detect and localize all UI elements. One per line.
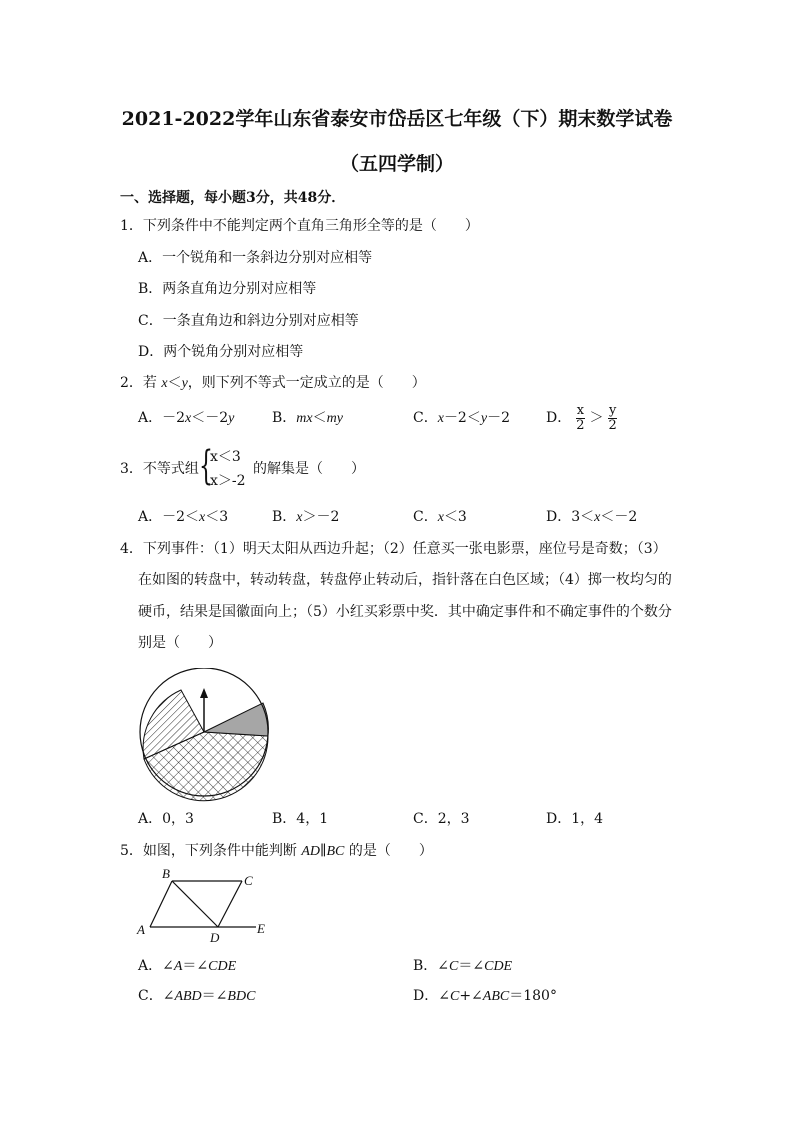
q3-option-a: A．－2＜x＜3 <box>138 509 229 525</box>
q4-option-c: C．2，3 <box>413 811 470 827</box>
segment-ab <box>150 881 172 927</box>
q2-option-b: B．mx＜my <box>272 410 343 426</box>
page-subtitle: （五四学制） <box>339 153 454 175</box>
q4-option-b: B．4，1 <box>272 811 329 827</box>
q4-line2: 在如图的转盘中，转动转盘，转盘停止转动后，指针落在白色区域；（4）掷一枚均匀的 <box>138 572 672 588</box>
q3-system-line2: x＞-2 <box>210 473 246 489</box>
fraction-y-over-2: $\frac{y}{2}$ <box>608 402 617 433</box>
q3-system-line1: x＜3 <box>210 449 241 465</box>
q5-stem: 5．如图，下列条件中能判断 AD∥BC 的是（ ） <box>120 843 433 859</box>
q3-option-b: B．x＞－2 <box>272 509 340 525</box>
q5-option-b: B．∠C＝∠CDE <box>413 958 513 974</box>
system-brace: { <box>199 443 213 489</box>
q1-option-a: A．一个锐角和一条斜边分别对应相等 <box>138 250 373 266</box>
segment-cd <box>218 881 242 927</box>
label-a: A <box>137 922 145 937</box>
page-title: 2021-2022学年山东省泰安市岱岳区七年级（下）期末数学试卷 <box>121 108 673 130</box>
arrow-up-icon <box>200 688 208 698</box>
q5-option-c: C．∠ABD＝∠BDC <box>138 988 256 1004</box>
q4-option-d: D．1，4 <box>546 811 604 827</box>
label-e: E <box>257 921 265 936</box>
q2-option-c: C．x－2＜y－2 <box>413 410 510 426</box>
parallelogram-figure <box>134 866 274 946</box>
q2-stem: 2．若 x＜y，则下列不等式一定成立的是（ ） <box>120 375 426 391</box>
q3-option-d: D．3＜x＜－2 <box>546 509 638 525</box>
q3-stem-post: 的解集是（ ） <box>253 461 365 477</box>
q3-option-c: C．x＜3 <box>413 509 467 525</box>
q1-option-d: D．两个锐角分别对应相等 <box>138 344 304 360</box>
label-b: B <box>162 866 170 881</box>
q2-option-a: A．－2x＜－2y <box>138 410 235 426</box>
q4-line3: 硬币，结果是国徽面向上；（5）小红买彩票中奖．其中确定事件和不确定事件的个数分 <box>138 604 672 620</box>
q4-line4: 别是（ ） <box>138 635 222 651</box>
spinner-region-gray <box>204 703 268 736</box>
q5-option-d: D．∠C+∠ABC＝180° <box>413 988 557 1004</box>
fraction-x-over-2: $\frac{x}{2}$ <box>576 402 585 433</box>
spinner-figure <box>134 668 278 802</box>
q1-option-b: B．两条直角边分别对应相等 <box>138 281 317 297</box>
q3-stem-pre: 3．不等式组 <box>120 461 199 477</box>
segment-bd <box>172 881 218 927</box>
label-c: C <box>244 873 253 888</box>
label-d: D <box>210 930 220 945</box>
q1-option-c: C．一条直角边和斜边分别对应相等 <box>138 313 359 329</box>
q2-option-d: D． $\frac{x}{2}$ ＞ $\frac{y}{2}$ <box>546 402 617 433</box>
section-heading: 一、选择题，每小题3分，共48分． <box>120 190 346 206</box>
q4-option-a: A．0，3 <box>138 811 194 827</box>
q1-stem: 1．下列条件中不能判定两个直角三角形全等的是（ ） <box>120 218 479 234</box>
q4-line1: 4．下列事件：（1）明天太阳从西边升起；（2）任意买一张电影票，座位号是奇数；（3） <box>120 541 667 557</box>
q5-option-a: A．∠A＝∠CDE <box>138 958 237 974</box>
